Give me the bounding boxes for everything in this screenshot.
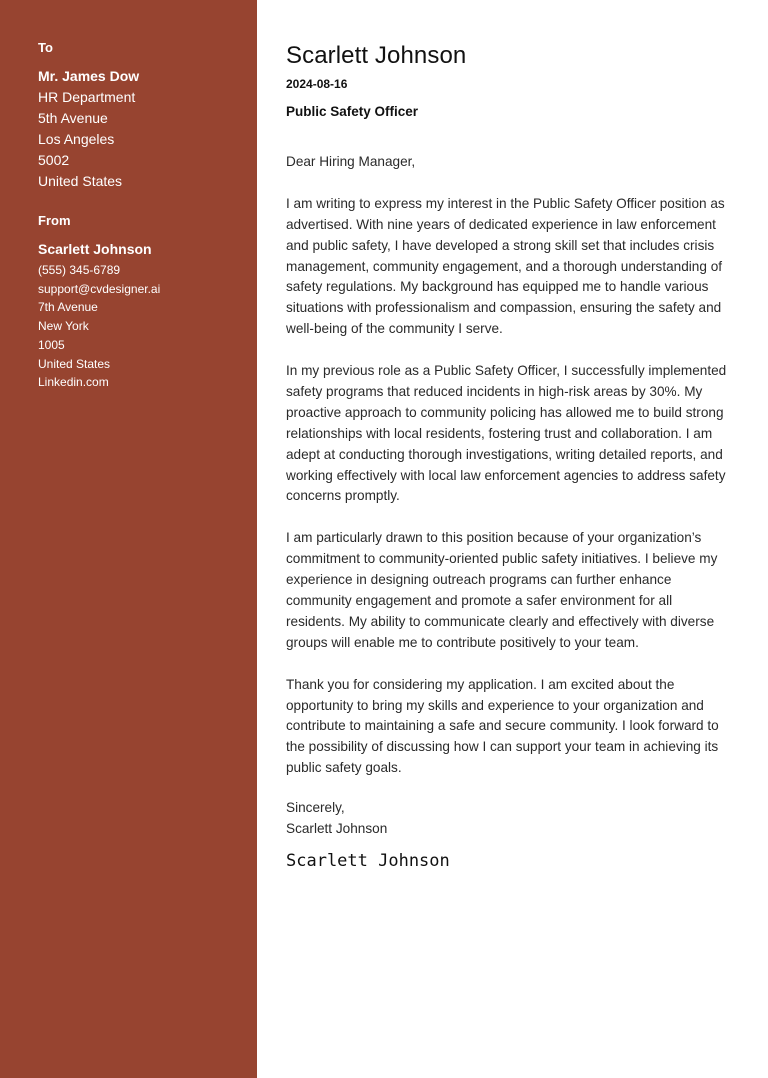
recipient-block [38, 66, 139, 192]
to-heading: To [38, 40, 53, 55]
recipient-country: United States [38, 173, 123, 189]
paragraph-1: I am writing to express my interest in the Public Safety Officer position as advertised. With nine years of dedicated experience in law enforcement and public safety, I have developed a strong skill set that includes crisis management, community engagement, and a thorough understanding of safety regulations. My background has equipped me to handle various situations with professionalism and compassion, ensuring the safety and well-being of the community I serve. [286, 195, 725, 337]
recipient-department: HR Department [38, 89, 136, 105]
closing-phrase: Sincerely, [286, 800, 345, 815]
sidebar [0, 0, 257, 1078]
closing-block [286, 798, 387, 840]
greeting: Dear Hiring Manager, [286, 154, 416, 169]
sender-name: Scarlett Johnson [38, 241, 152, 257]
signature: Scarlett Johnson [286, 851, 450, 871]
sender-block [38, 239, 160, 392]
sender-email: support@cvdesigner.ai [38, 281, 161, 296]
recipient-street: 5th Avenue [38, 110, 108, 126]
sender-city: New York [38, 319, 89, 334]
recipient-name: Mr. James Dow [38, 68, 140, 84]
paragraph-2: In my previous role as a Public Safety Officer, I successfully implemented safety programs that reduced incidents in high-risk areas by 30%. My proactive approach to community policing has allowed me to build strong relationships with local residents, fostering trust and collaboration. I am adept at conducting thorough investigations, writing detailed reports, and working effectively with local law enforcement agencies to address safety concerns promptly. [286, 363, 727, 504]
sender-postal-code: 1005 [38, 337, 65, 352]
recipient-postal-code: 5002 [38, 152, 70, 168]
sender-phone: (555) 345-6789 [38, 263, 121, 277]
sender-country: United States [38, 356, 111, 371]
from-heading: From [38, 213, 71, 228]
letter-body [286, 152, 734, 800]
paragraph-4: Thank you for considering my application. I am excited about the opportunity to bring my skills and experience to your organization and contribute to maintaining a safe and secure community. I look forward to the possibility of discussing how I can support your team in achieving its public safety goals. [286, 676, 719, 776]
position-title: Public Safety Officer [286, 104, 419, 119]
letter-date: 2024-08-16 [286, 77, 348, 91]
closing-name: Scarlett Johnson [286, 820, 388, 836]
recipient-city: Los Angeles [38, 131, 115, 147]
applicant-name: Scarlett Johnson [286, 42, 467, 69]
sender-street: 7th Avenue [38, 300, 98, 315]
sender-linkedin: Linkedin.com [38, 375, 109, 390]
paragraph-3: I am particularly drawn to this position because of your organization’s commitment to community-oriented public safety initiatives. I believe my experience in designing outreach programs can further enhance community engagement and promote a safer environment for all residents. My ability to communicate clearly and effectively with diverse groups will enable me to contribute positively to your team. [286, 530, 718, 650]
